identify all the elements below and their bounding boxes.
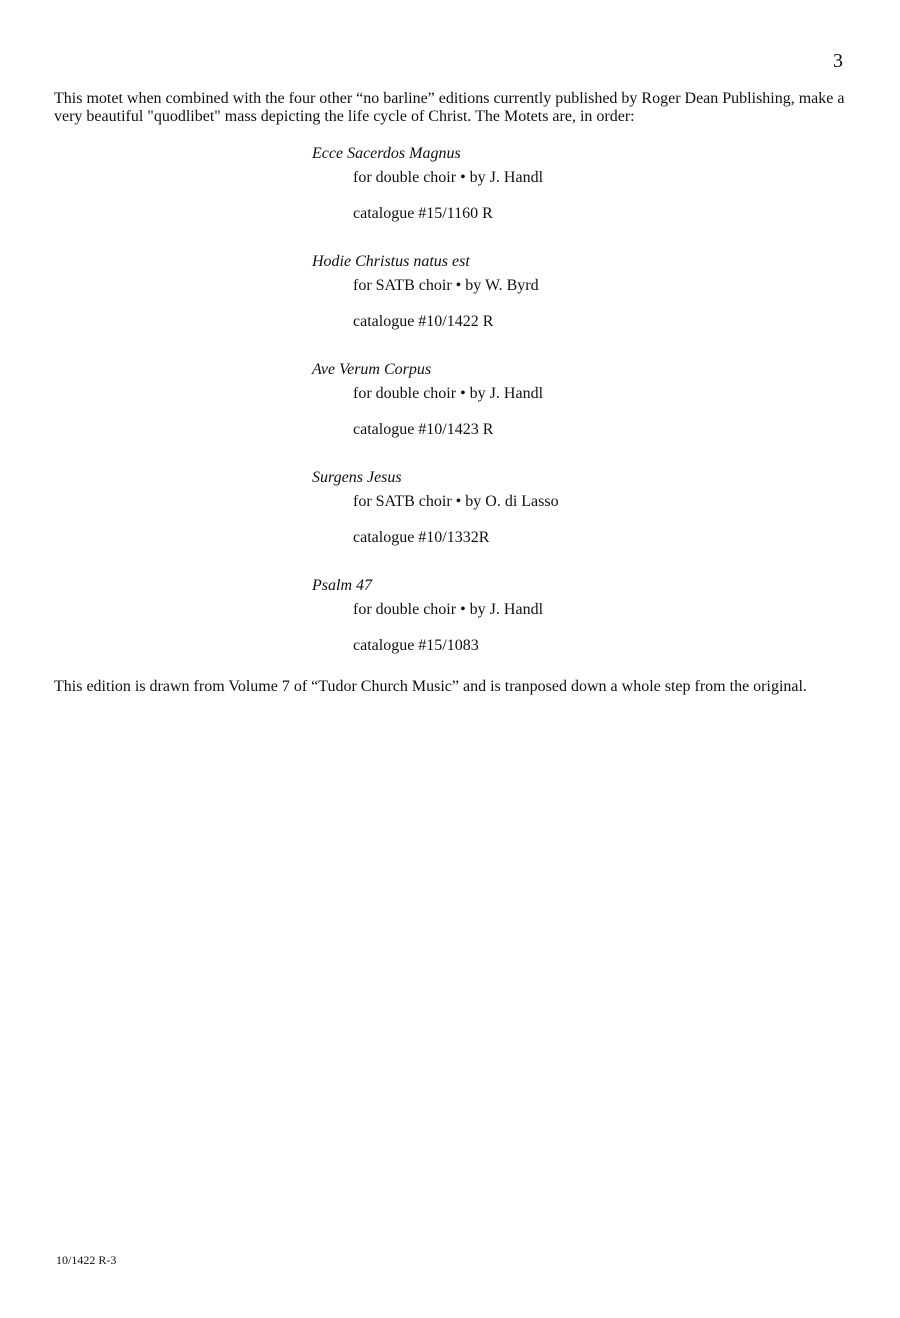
motet-credit: for double choir • by J. Handl: [353, 169, 544, 186]
motet-catalogue: catalogue #10/1332R: [353, 529, 490, 546]
page-number: 3: [833, 50, 843, 72]
intro-paragraph: This motet when combined with the four other “no barline” editions currently published by Roger Dean Publishing, make a very beautiful "quodlibet" mass depicting the life cycle of Christ. The Motets are, in order:: [54, 90, 845, 125]
list-item: [312, 577, 812, 685]
edition-note-paragraph: This edition is drawn from Volume 7 of “Tudor Church Music” and is tranposed down a whole step from the original.: [54, 678, 807, 695]
motet-title: Hodie Christus natus est: [312, 253, 470, 270]
motet-credit: for double choir • by J. Handl: [353, 385, 544, 402]
motet-title: Ecce Sacerdos Magnus: [312, 145, 461, 162]
list-item: [312, 253, 812, 361]
list-item: [312, 145, 812, 253]
list-item: [312, 469, 812, 577]
motet-credit: for SATB choir • by O. di Lasso: [353, 493, 559, 510]
footer-catalogue-code: 10/1422 R-3: [56, 1253, 117, 1267]
motet-credit: for double choir • by J. Handl: [353, 601, 544, 618]
motet-catalogue: catalogue #15/1160 R: [353, 205, 493, 222]
motet-catalogue: catalogue #15/1083: [353, 637, 479, 654]
motet-catalogue: catalogue #10/1422 R: [353, 313, 494, 330]
motet-catalogue: catalogue #10/1423 R: [353, 421, 494, 438]
motet-list: [312, 145, 812, 685]
list-item: [312, 361, 812, 469]
motet-title: Ave Verum Corpus: [312, 361, 432, 378]
motet-title: Psalm 47: [312, 577, 372, 594]
motet-title: Surgens Jesus: [312, 469, 402, 486]
motet-credit: for SATB choir • by W. Byrd: [353, 277, 539, 294]
